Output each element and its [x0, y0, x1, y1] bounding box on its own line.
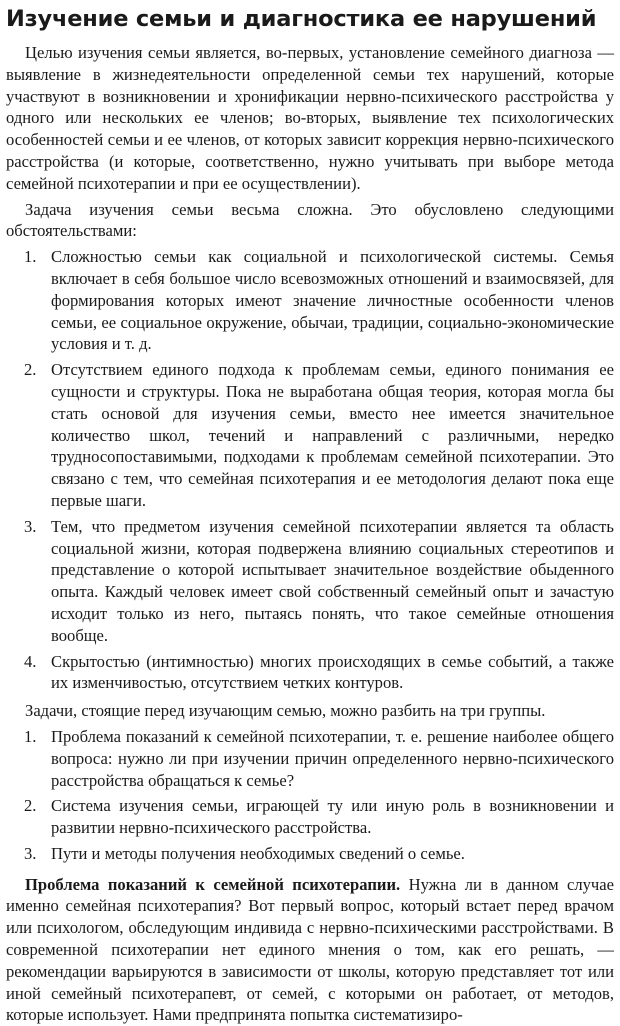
list-item-text: Пути и методы получения необходимых сведений о семье. — [51, 843, 465, 863]
intro-paragraph: Целью изучения семьи является, во-первых, установление семейного диагноза — выявление в жизнедеятельности определенной семьи тех нарушений, которые участвуют в возникновении и хронификации нервно-психического расстройства у одного или нескольких ее членов; во-вторых, выявление тех психологических особенностей семьи и ее членов, от которых зависит коррекция нервно-психического расстройства (и которые, соответственно, нужно учитывать при выборе метода семейной психотерапии и при ее осуществлении). — [6, 43, 614, 193]
list-item-text: Отсутствием единого подхода к проблемам семьи, единого понимания ее сущности и структуры. Пока не выработана общая теория, которая могла бы стать основой для изучения семьи, вместо нее имеется значительное количество школ, течений и направлений с различными, нередко трудносопоставимыми, подходами к проблемам семейной психотерапии. Это связано с тем, что семейная психотерапия и ее методология делают пока еще первые шаги. — [51, 360, 614, 510]
circumstances-list — [6, 246, 614, 694]
list-item-number: 3. — [24, 516, 37, 536]
indications-text: Нужна ли в данном случае именно семейная психотерапия? Вот первый вопрос, который встает перед врачом или психологом, обследующим индивида с нервно-психическими расстройствами. В современной психотерапии нет единого мнения о том, как его решать, — рекомендации варьируются в зависимости от школы, которую представляет тот или иной семейный психотерапевт, от семей, с которыми он работает, от методов, которые использует. Нами предпринята попытка систематизиро- — [6, 874, 614, 1025]
indications-paragraph — [6, 874, 614, 1026]
list-item-text: Тем, что предметом изучения семейной психотерапии является та область социальной жизни, которая подвержена влиянию социальных стереотипов и представление о которой испытывает значительное воздействие обыденного опыта. Каждый человек имеет свой собственный семейный опыт и зачастую исходит только из него, пытаясь понять, что такое семейные отношения вообще. — [51, 516, 614, 645]
indications-heading: Проблема показаний к семейной психотерапии. — [25, 874, 401, 894]
list-item — [6, 795, 614, 839]
list-item-number: 1. — [24, 247, 37, 267]
list-item-text: Проблема показаний к семейной психотерапии, т. е. решение наиболее общего вопроса: нужно ли при изучении причин определенного нервно-психического расстройства обращаться к семье? — [51, 726, 614, 790]
list-item — [6, 651, 614, 695]
list-item — [6, 359, 614, 512]
list-item-text: Сложностью семьи как социальной и психологической системы. Семья включает в себя большое число всевозможных отношений и взаимосвязей, для формирования которых имеют значение личностные особенности членов семьи, ее социальное окружение, обычаи, традиции, социально-экономические условия и т. д. — [51, 247, 614, 354]
list-item-number: 1. — [24, 726, 37, 746]
list-item — [6, 246, 614, 355]
task-groups-list — [6, 726, 614, 865]
list-item-text: Скрытостью (интимностью) многих происходящих в семье событий, а также их изменчивостью, отсутствием четких контуров. — [51, 651, 614, 693]
complexity-paragraph: Задача изучения семьи весьма сложна. Это обусловлено следующими обстоятельствами: — [6, 199, 614, 241]
list-item-number: 2. — [24, 796, 37, 816]
list-item — [6, 516, 614, 647]
list-item-number: 4. — [24, 651, 37, 671]
list-item-text: Система изучения семьи, играющей ту или иную роль в возникновении и развитии нервно-психического расстройства. — [51, 796, 614, 838]
body-text — [6, 42, 614, 1026]
list-item-number: 3. — [24, 843, 37, 863]
tasks-paragraph: Задачи, стоящие перед изучающим семью, можно разбить на три группы. — [25, 701, 546, 721]
list-item — [6, 726, 614, 791]
list-item — [6, 843, 614, 865]
list-item-number: 2. — [24, 360, 37, 380]
page-title: Изучение семьи и диагностика ее нарушений — [6, 6, 597, 32]
